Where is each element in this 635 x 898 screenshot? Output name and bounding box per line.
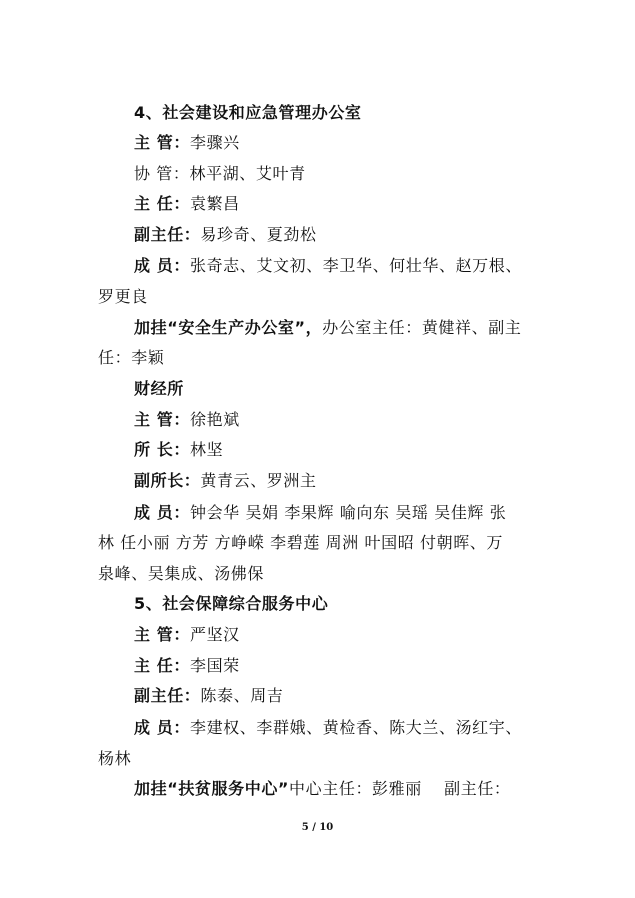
row-s5-manager <box>134 625 240 645</box>
value-members: 张奇志、艾文初、李卫华、何壮华、赵万根、 <box>189 256 522 275</box>
value-deputy: 陈泰、周吉 <box>200 686 284 705</box>
value-director: 李国荣 <box>189 656 240 675</box>
value-manager: 李骤兴 <box>189 133 240 152</box>
label-members: 成 员： <box>134 718 190 737</box>
value-members: 李建权、李群娥、黄检香、陈大兰、汤红宇、 <box>189 718 522 737</box>
s4-extra-rest: 办公室主任：黄健祥、副主 <box>322 318 522 337</box>
value-deputy: 易珍奇、夏劲松 <box>200 225 317 244</box>
row-s4-manager <box>134 133 240 153</box>
section-heading-4: 4、社会建设和应急管理办公室 <box>134 103 362 122</box>
row-finance-manager <box>134 410 240 430</box>
row-s4-extra-cont: 任：李颖 <box>98 348 165 367</box>
value-members: 钟会华 吴娟 李果辉 喻向东 吴瑶 吴佳辉 张 <box>189 503 507 522</box>
row-finance-deputy <box>134 471 317 491</box>
row-s5-director <box>134 656 240 676</box>
row-finance-members-cont-1: 林 任小丽 方芳 方峥嵘 李碧莲 周洲 叶国昭 付朝晖、万 <box>98 533 504 552</box>
page-number: 5 / 10 <box>301 822 334 833</box>
s5-extra-bold: 加挂“扶贫服务中心” <box>134 779 290 798</box>
label-manager: 主 管： <box>134 133 190 152</box>
row-s5-members <box>134 718 522 738</box>
value-director: 袁繁昌 <box>189 194 240 213</box>
row-s4-extra <box>134 318 521 338</box>
row-s4-members-cont: 罗更良 <box>98 287 148 306</box>
value-manager: 徐艳斌 <box>189 410 240 429</box>
label-deputy: 副主任： <box>134 686 201 705</box>
label-deputy: 副主任： <box>134 225 201 244</box>
label-manager: 主 管： <box>134 410 190 429</box>
value-deputy: 黄青云、罗洲主 <box>200 471 317 490</box>
value-co-manager: 林平湖、艾叶青 <box>189 164 306 183</box>
row-s4-director <box>134 194 240 214</box>
row-s4-members <box>134 256 522 276</box>
value-head: 林坚 <box>189 440 224 459</box>
row-s5-members-cont: 杨林 <box>98 749 132 768</box>
label-head: 所 长： <box>134 440 190 459</box>
row-s5-extra <box>134 779 511 799</box>
row-s4-co-manager <box>134 164 306 184</box>
label-members: 成 员： <box>134 503 190 522</box>
row-finance-members <box>134 503 506 523</box>
row-s4-deputy <box>134 225 317 245</box>
section-heading-finance: 财经所 <box>134 379 184 398</box>
label-members: 成 员： <box>134 256 190 275</box>
row-finance-head <box>134 440 223 460</box>
label-manager: 主 管： <box>134 625 190 644</box>
label-director: 主 任： <box>134 656 190 675</box>
s4-extra-bold: 加挂“安全生产办公室”， <box>134 318 323 337</box>
label-deputy: 副所长： <box>134 471 201 490</box>
section-heading-5: 5、社会保障综合服务中心 <box>134 594 329 613</box>
label-co-manager: 协 管： <box>134 164 190 183</box>
row-finance-members-cont-2: 泉峰、吴集成、汤佛保 <box>98 564 265 583</box>
s5-extra-rest: 中心主任：彭雅丽 副主任： <box>289 779 511 798</box>
value-manager: 严坚汉 <box>189 625 240 644</box>
label-director: 主 任： <box>134 194 190 213</box>
row-s5-deputy <box>134 686 283 706</box>
